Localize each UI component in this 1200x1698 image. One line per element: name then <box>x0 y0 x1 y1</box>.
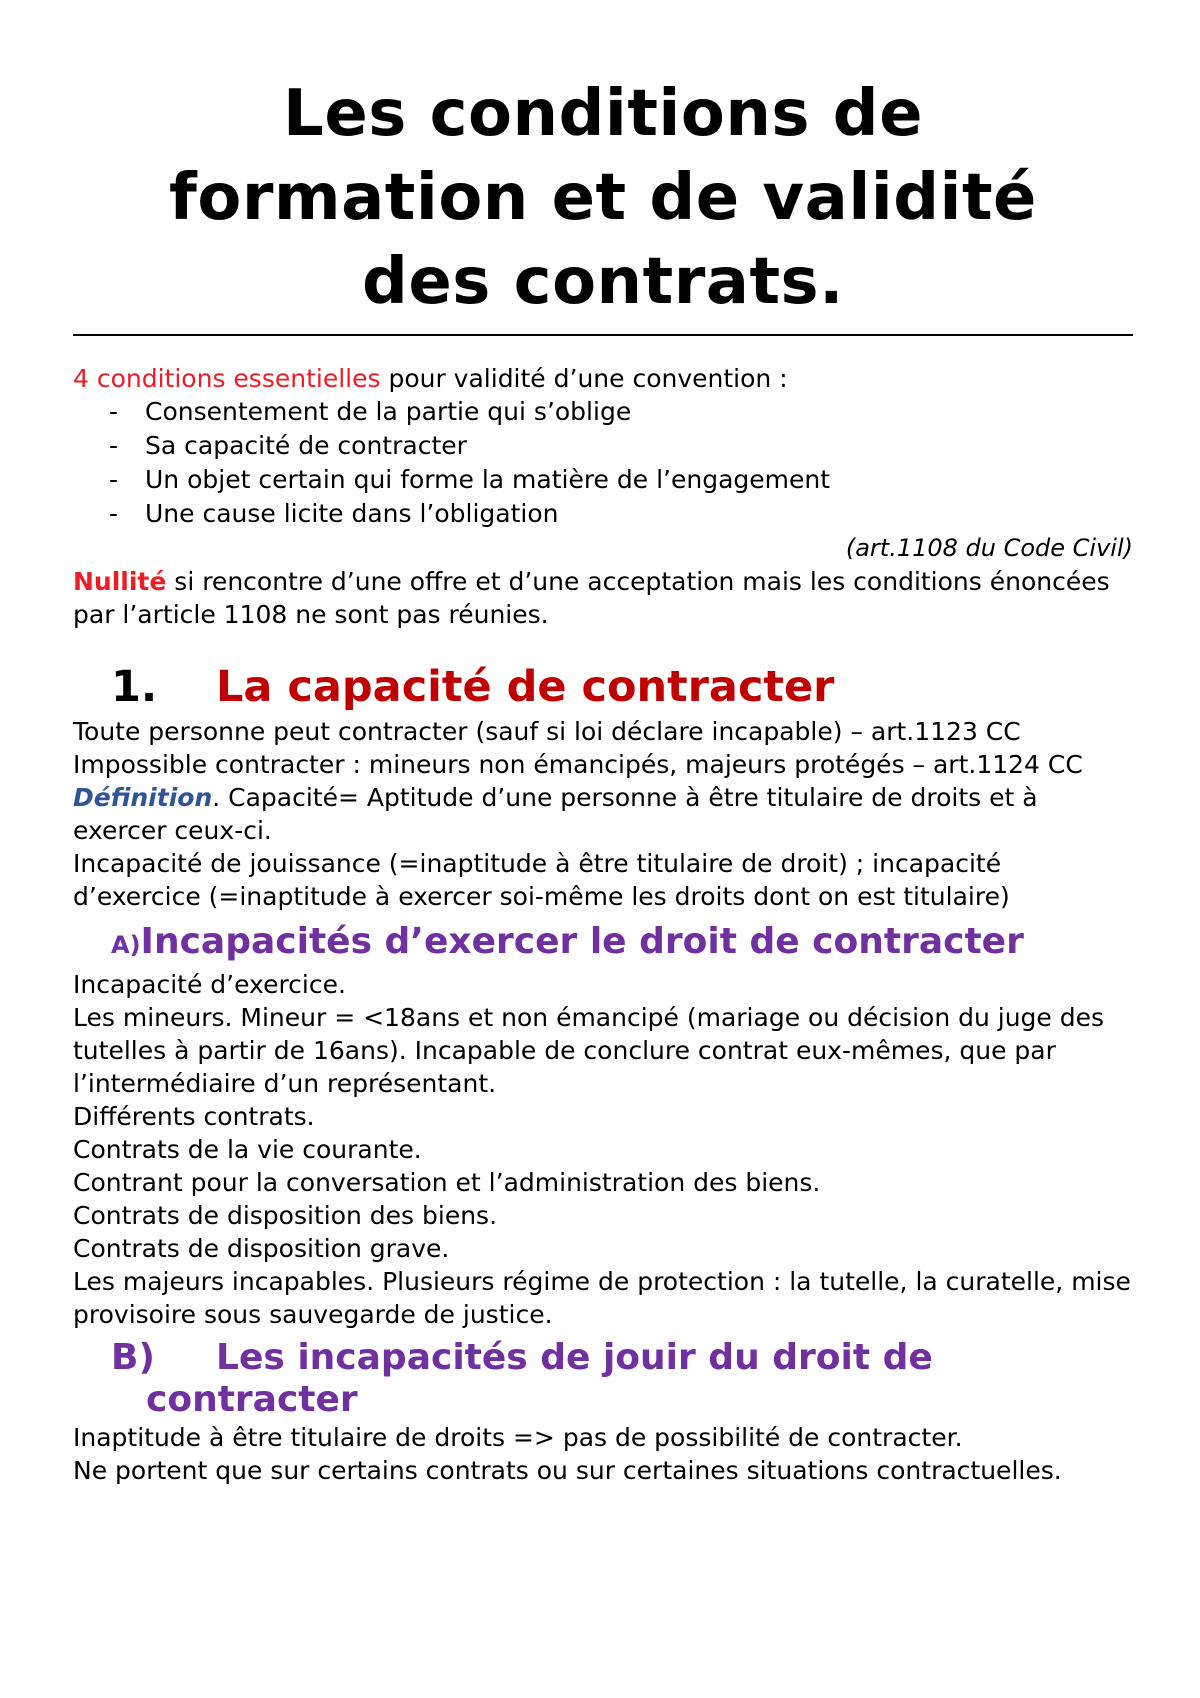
subsection-a-line: Contrant pour la conversation et l’administration des biens. <box>73 1168 821 1197</box>
subsection-b-line: Ne portent que sur certains contrats ou sur certaines situations contractuelles. <box>73 1456 1062 1485</box>
subsection-a-title: Incapacités d’exercer le droit de contracter <box>140 921 1024 962</box>
bullet-dash: - <box>109 465 119 494</box>
subsection-a-heading <box>73 919 1133 968</box>
subsection-a-line: Contrats de disposition des biens. <box>73 1201 498 1230</box>
code-civil-reference: (art.1108 du Code Civil) <box>845 534 1133 562</box>
subsection-b-title-line-2: contracter <box>146 1379 358 1420</box>
subsection-a-letter: A) <box>111 931 141 959</box>
section-1-paragraph-2: Impossible contracter : mineurs non émancipés, majeurs protégés – art.1124 CC <box>73 750 1083 779</box>
section-1-number: 1. <box>111 662 158 712</box>
nullity-label: Nullité <box>73 567 167 596</box>
document-title <box>73 72 1133 324</box>
subsection-a-line: Les mineurs. Mineur = <18ans et non émancipé (mariage ou décision du juge des tutelles à partir de 16ans). Incapable de conclure contrat eux-mêmes, que par l’intermédiaire d’un représentant. <box>73 1003 1105 1098</box>
nullity-text: si rencontre d’une offre et d’une acceptation mais les conditions énoncées par l’article 1108 ne sont pas réunies. <box>73 567 1110 629</box>
definition-paragraph <box>73 781 1133 847</box>
bullet-dash: - <box>109 431 119 460</box>
subsection-b-heading <box>73 1337 1133 1421</box>
subsection-b-letter: B) <box>111 1337 155 1378</box>
list-item: - Un objet certain qui forme la matière de l’engagement <box>73 463 1133 497</box>
nullity-paragraph <box>73 565 1133 631</box>
definition-label: Définition <box>73 783 213 812</box>
conditions-list <box>73 395 1133 531</box>
title-line-3: des contrats. <box>362 245 844 319</box>
section-1-heading <box>73 661 1133 713</box>
title-divider <box>73 334 1133 336</box>
section-1-title: La capacité de contracter <box>216 662 835 712</box>
intro-highlight: 4 conditions essentielles <box>73 364 381 393</box>
title-line-2: formation et de validité <box>169 161 1037 235</box>
subsection-b-line: Inaptitude à être titulaire de droits => pas de possibilité de contracter. <box>73 1423 963 1452</box>
subsection-a-line: Incapacité d’exercice. <box>73 970 346 999</box>
intro-rest: pour validité d’une convention : <box>380 364 788 393</box>
intro-sentence <box>73 362 1133 395</box>
section-1-paragraph-1: Toute personne peut contracter (sauf si loi déclare incapable) – art.1123 CC <box>73 717 1021 746</box>
subsection-a-line: Les majeurs incapables. Plusieurs régime de protection : la tutelle, la curatelle, mise provisoire sous sauvegarde de justice. <box>73 1267 1131 1329</box>
section-1-paragraph-3: Incapacité de jouissance (=inaptitude à être titulaire de droit) ; incapacité d’exercice (=inaptitude à exercer soi-même les droits dont on est titulaire) <box>73 849 1010 911</box>
subsection-a-line: Contrats de la vie courante. <box>73 1135 422 1164</box>
document-content <box>73 72 1133 1487</box>
definition-text: . Capacité= Aptitude d’une personne à être titulaire de droits et à exercer ceux-ci. <box>73 783 1038 845</box>
subsection-b-title-line-1: Les incapacités de jouir du droit de <box>216 1337 933 1378</box>
subsection-a-line: Différents contrats. <box>73 1102 315 1131</box>
list-item: - Une cause licite dans l’obligation <box>73 497 1133 531</box>
bullet-dash: - <box>109 499 119 528</box>
bullet-dash: - <box>109 397 119 426</box>
title-line-1: Les conditions de <box>283 77 923 151</box>
list-item: - Consentement de la partie qui s’oblige <box>73 395 1133 429</box>
list-item: - Sa capacité de contracter <box>73 429 1133 463</box>
subsection-a-line: Contrats de disposition grave. <box>73 1234 450 1263</box>
